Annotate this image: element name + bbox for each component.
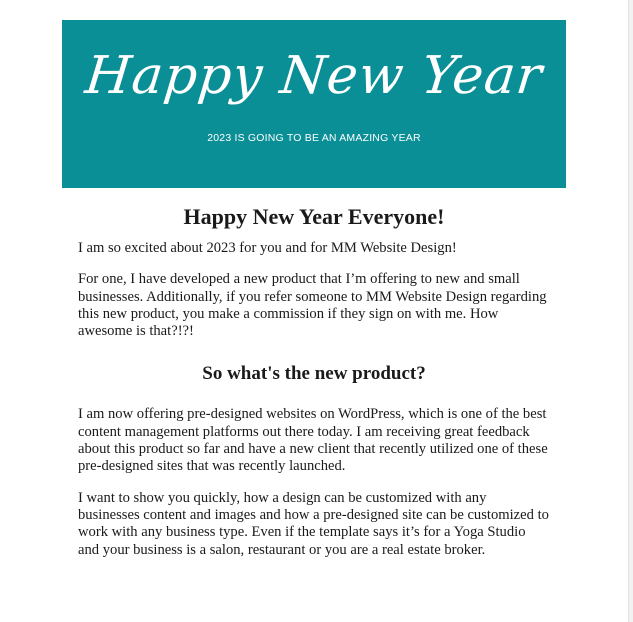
main-heading: Happy New Year Everyone! <box>183 204 445 229</box>
paragraph-new-product: For one, I have developed a new product that I’m offering to new and small businesses. Additionally, if you refer someone to MM Website Design regarding this new product, you make a commission if they sign on with me. How awesome is that?!?! <box>78 271 547 340</box>
email-body <box>62 20 566 573</box>
header-banner <box>62 20 566 188</box>
paragraph-predesigned: I am now offering pre-designed websites on WordPress, which is one of the best content management platforms out there today. I am receiving great feedback about this product so far and have a new client that recently utilized one of these pre-designed sites that was recently launched. <box>78 406 548 475</box>
email-content <box>62 204 566 559</box>
sub-heading: So what's the new product? <box>202 363 426 385</box>
banner-title: Happy New Year <box>82 46 546 106</box>
scrollbar[interactable] <box>628 0 633 622</box>
paragraph-intro: I am so excited about 2023 for you and for MM Website Design! <box>78 240 457 256</box>
paragraph-customize: I want to show you quickly, how a design can be customized with any businesses content and images and how a pre-designed site can be customized to work with any business type. Even if the template says it’s for a Yoga Studio and your business is a salon, restaurant or you are a real estate broker. <box>78 489 549 558</box>
banner-subtitle: 2023 IS GOING TO BE AN AMAZING YEAR <box>207 132 421 144</box>
